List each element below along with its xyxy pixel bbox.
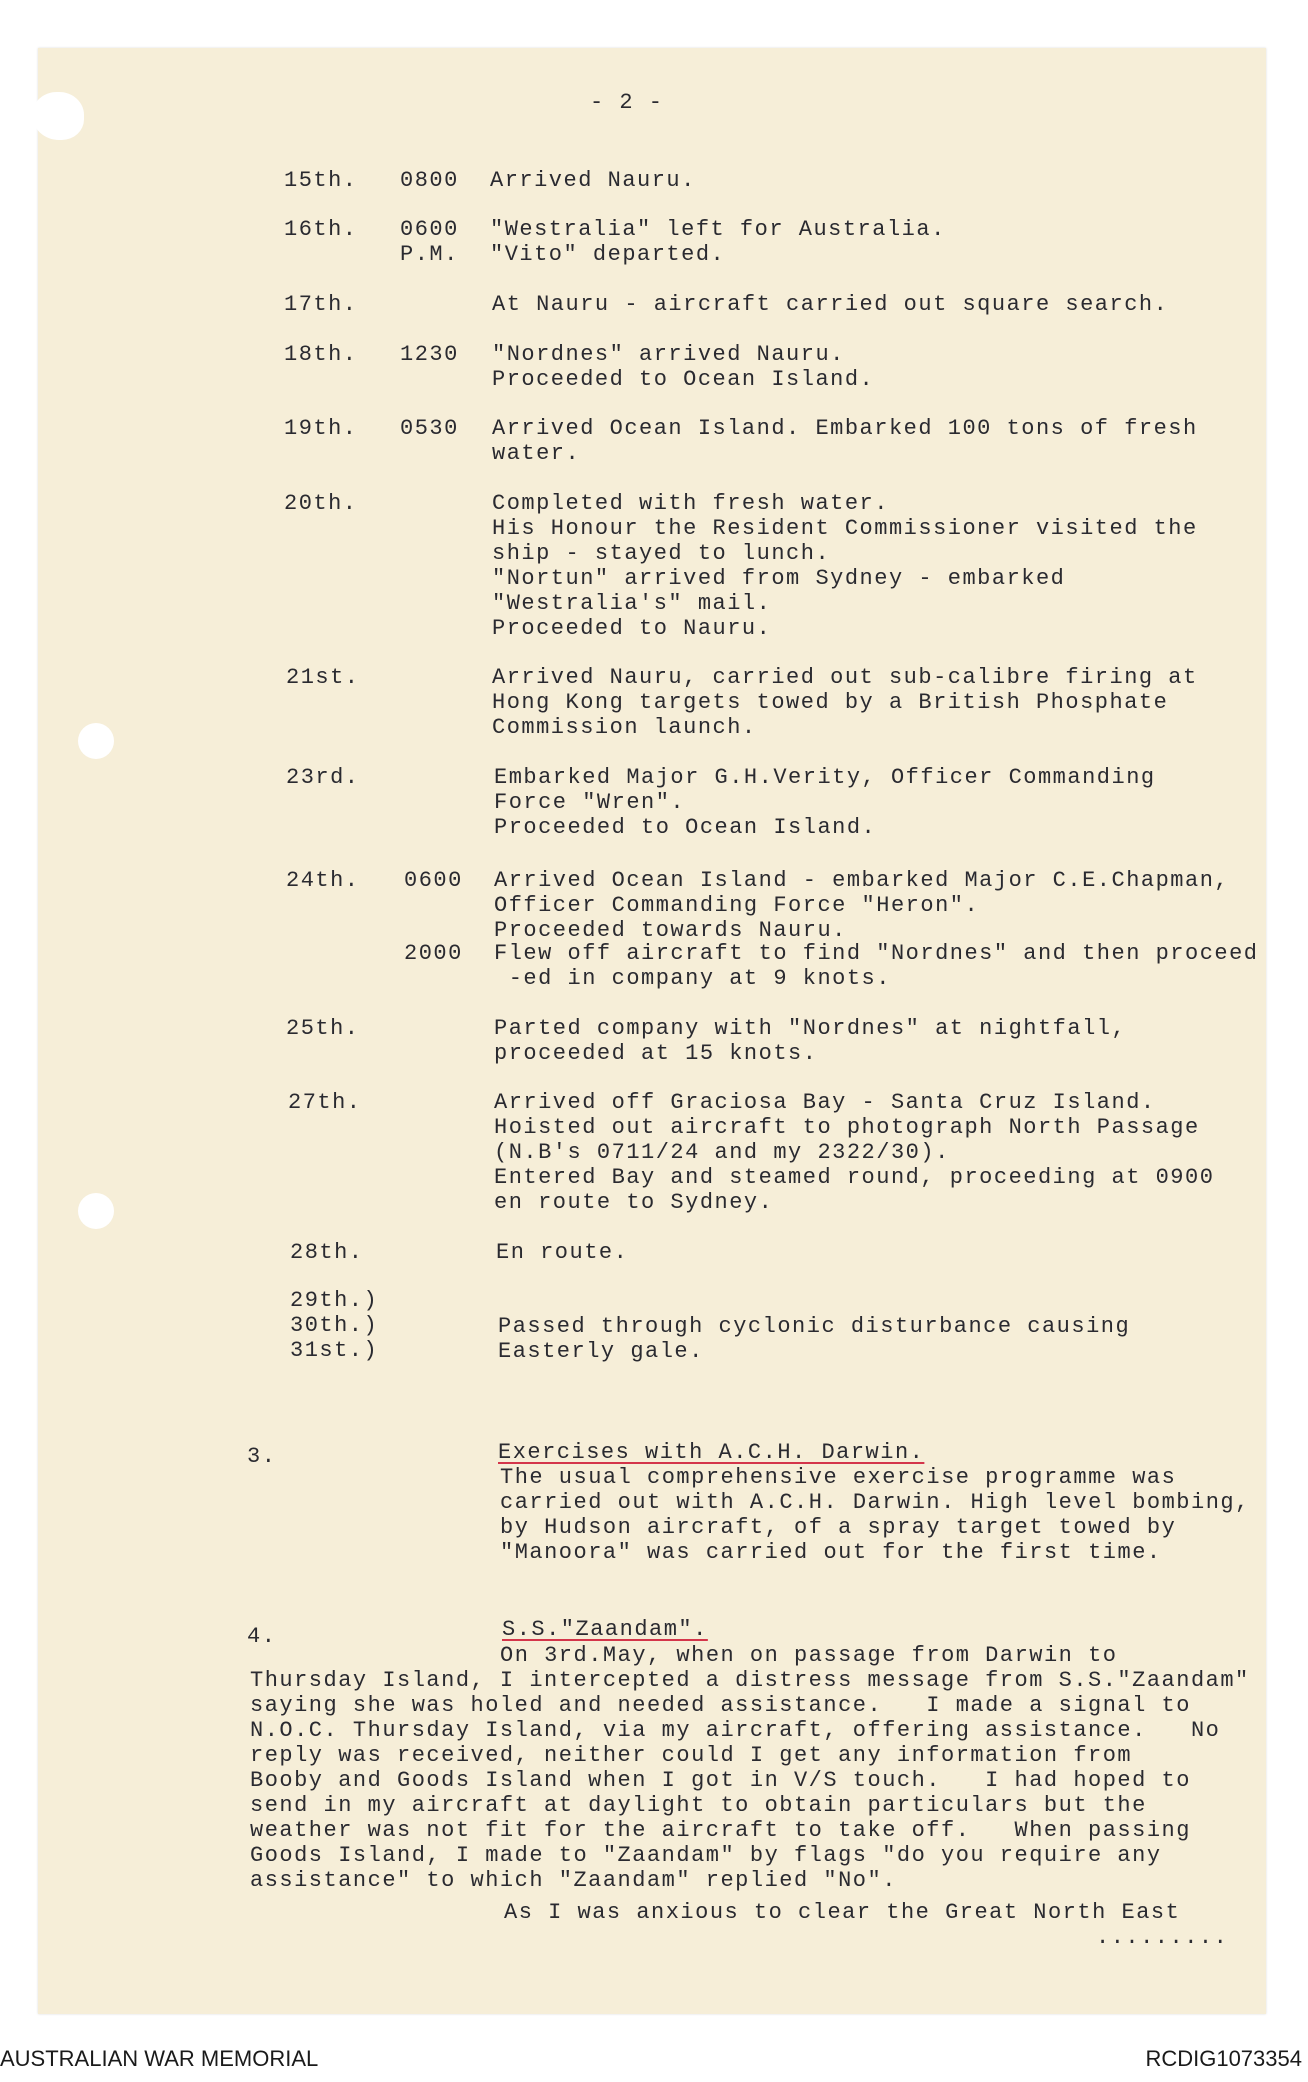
section-number: 3. bbox=[247, 1444, 277, 1469]
entry-text: "Westralia" left for Australia. "Vito" departed. bbox=[490, 217, 946, 267]
entry-text: Completed with fresh water. His Honour the Resident Commissioner visited the ship - stayed to lunch. "Nortun" arrived from Sydney - embarked "Westralia's" mail. Proceeded to Nauru. bbox=[492, 491, 1198, 641]
entry-date: 18th. bbox=[284, 342, 358, 367]
entry-time: 0600 bbox=[404, 868, 463, 893]
entry-text: Arrived Nauru. bbox=[490, 168, 696, 193]
footer-archive-name: AUSTRALIAN WAR MEMORIAL bbox=[0, 2046, 319, 2071]
entry-date: 23rd. bbox=[286, 765, 360, 790]
paragraph-continuation: As I was anxious to clear the Great North East bbox=[504, 1900, 1181, 1925]
entry-date: 21st. bbox=[286, 665, 360, 690]
entry-date: 16th. bbox=[284, 217, 358, 242]
entry-date: 29th.) 30th.) 31st.) bbox=[290, 1288, 379, 1363]
entry-date: 17th. bbox=[284, 292, 358, 317]
entry-date: 20th. bbox=[284, 491, 358, 516]
entry-text: Arrived Nauru, carried out sub-calibre firing at Hong Kong targets towed by a British Phosphate Commission launch. bbox=[492, 665, 1198, 740]
entry-time: 1230 bbox=[400, 342, 459, 367]
entry-text: Arrived Ocean Island. Embarked 100 tons of fresh water. bbox=[492, 416, 1198, 466]
entry-text: Passed through cyclonic disturbance causing Easterly gale. bbox=[498, 1314, 1131, 1364]
entry-text: Arrived Ocean Island - embarked Major C.E.Chapman, Officer Commanding Force "Heron". Proceeded towards Nauru. bbox=[494, 868, 1230, 943]
entry-text: Flew off aircraft to find "Nordnes" and then proceed -ed in company at 9 knots. bbox=[494, 941, 1259, 991]
entry-time: 2000 bbox=[404, 941, 463, 966]
punch-hole bbox=[32, 92, 84, 140]
footer-record-id: RCDIG1073354 bbox=[1145, 2046, 1302, 2071]
entry-text: En route. bbox=[496, 1240, 629, 1265]
section-heading: S.S."Zaandam". bbox=[502, 1617, 708, 1642]
entry-text: At Nauru - aircraft carried out square search. bbox=[492, 292, 1169, 317]
page-number: - 2 - bbox=[590, 90, 664, 115]
entry-date: 19th. bbox=[284, 416, 358, 441]
entry-text: Parted company with "Nordnes" at nightfall, proceeded at 15 knots. bbox=[494, 1016, 1127, 1066]
paragraph-body: Thursday Island, I intercepted a distress message from S.S."Zaandam" saying she was holed and needed assistance. I made a signal to N.O.C. Thursday Island, via my aircraft, offering assistance. No reply was received, neither could I get any information from Booby and Goods Island when I got in V/S touch. I had hoped to send in my aircraft at daylight to obtain particulars but the weather was not fit for the aircraft to take off. When passing Goods Island, I made to "Zaandam" by flags "do you require any assistance" to which "Zaandam" replied "No". bbox=[250, 1668, 1250, 1893]
entry-date: 25th. bbox=[286, 1016, 360, 1041]
entry-date: 28th. bbox=[290, 1240, 364, 1265]
entry-date: 24th. bbox=[286, 868, 360, 893]
paragraph-first-line: On 3rd.May, when on passage from Darwin to bbox=[500, 1643, 1118, 1668]
entry-date: 27th. bbox=[288, 1090, 362, 1115]
entry-time: 0800 bbox=[400, 168, 459, 193]
entry-text: Embarked Major G.H.Verity, Officer Commanding Force "Wren". Proceeded to Ocean Island. bbox=[494, 765, 1156, 840]
punch-hole bbox=[78, 723, 114, 759]
entry-time: 0530 bbox=[400, 416, 459, 441]
entry-text: Arrived off Graciosa Bay - Santa Cruz Island. Hoisted out aircraft to photograph North Passage (N.B's 0711/24 and my 2322/30). Entered Bay and steamed round, proceeding at 0900 en route to Sydney. bbox=[494, 1090, 1215, 1215]
continuation-dots: ......... bbox=[1096, 1925, 1229, 1950]
entry-date: 15th. bbox=[284, 168, 358, 193]
section-heading: Exercises with A.C.H. Darwin. bbox=[498, 1440, 925, 1465]
entry-text: "Nordnes" arrived Nauru. Proceeded to Ocean Island. bbox=[492, 342, 875, 392]
section-body: The usual comprehensive exercise programme was carried out with A.C.H. Darwin. High level bombing, by Hudson aircraft, of a spray target towed by "Manoora" was carried out for the first time. bbox=[500, 1465, 1250, 1565]
punch-hole bbox=[78, 1193, 114, 1229]
section-number: 4. bbox=[247, 1624, 277, 1649]
entry-time: 0600 P.M. bbox=[400, 217, 459, 267]
